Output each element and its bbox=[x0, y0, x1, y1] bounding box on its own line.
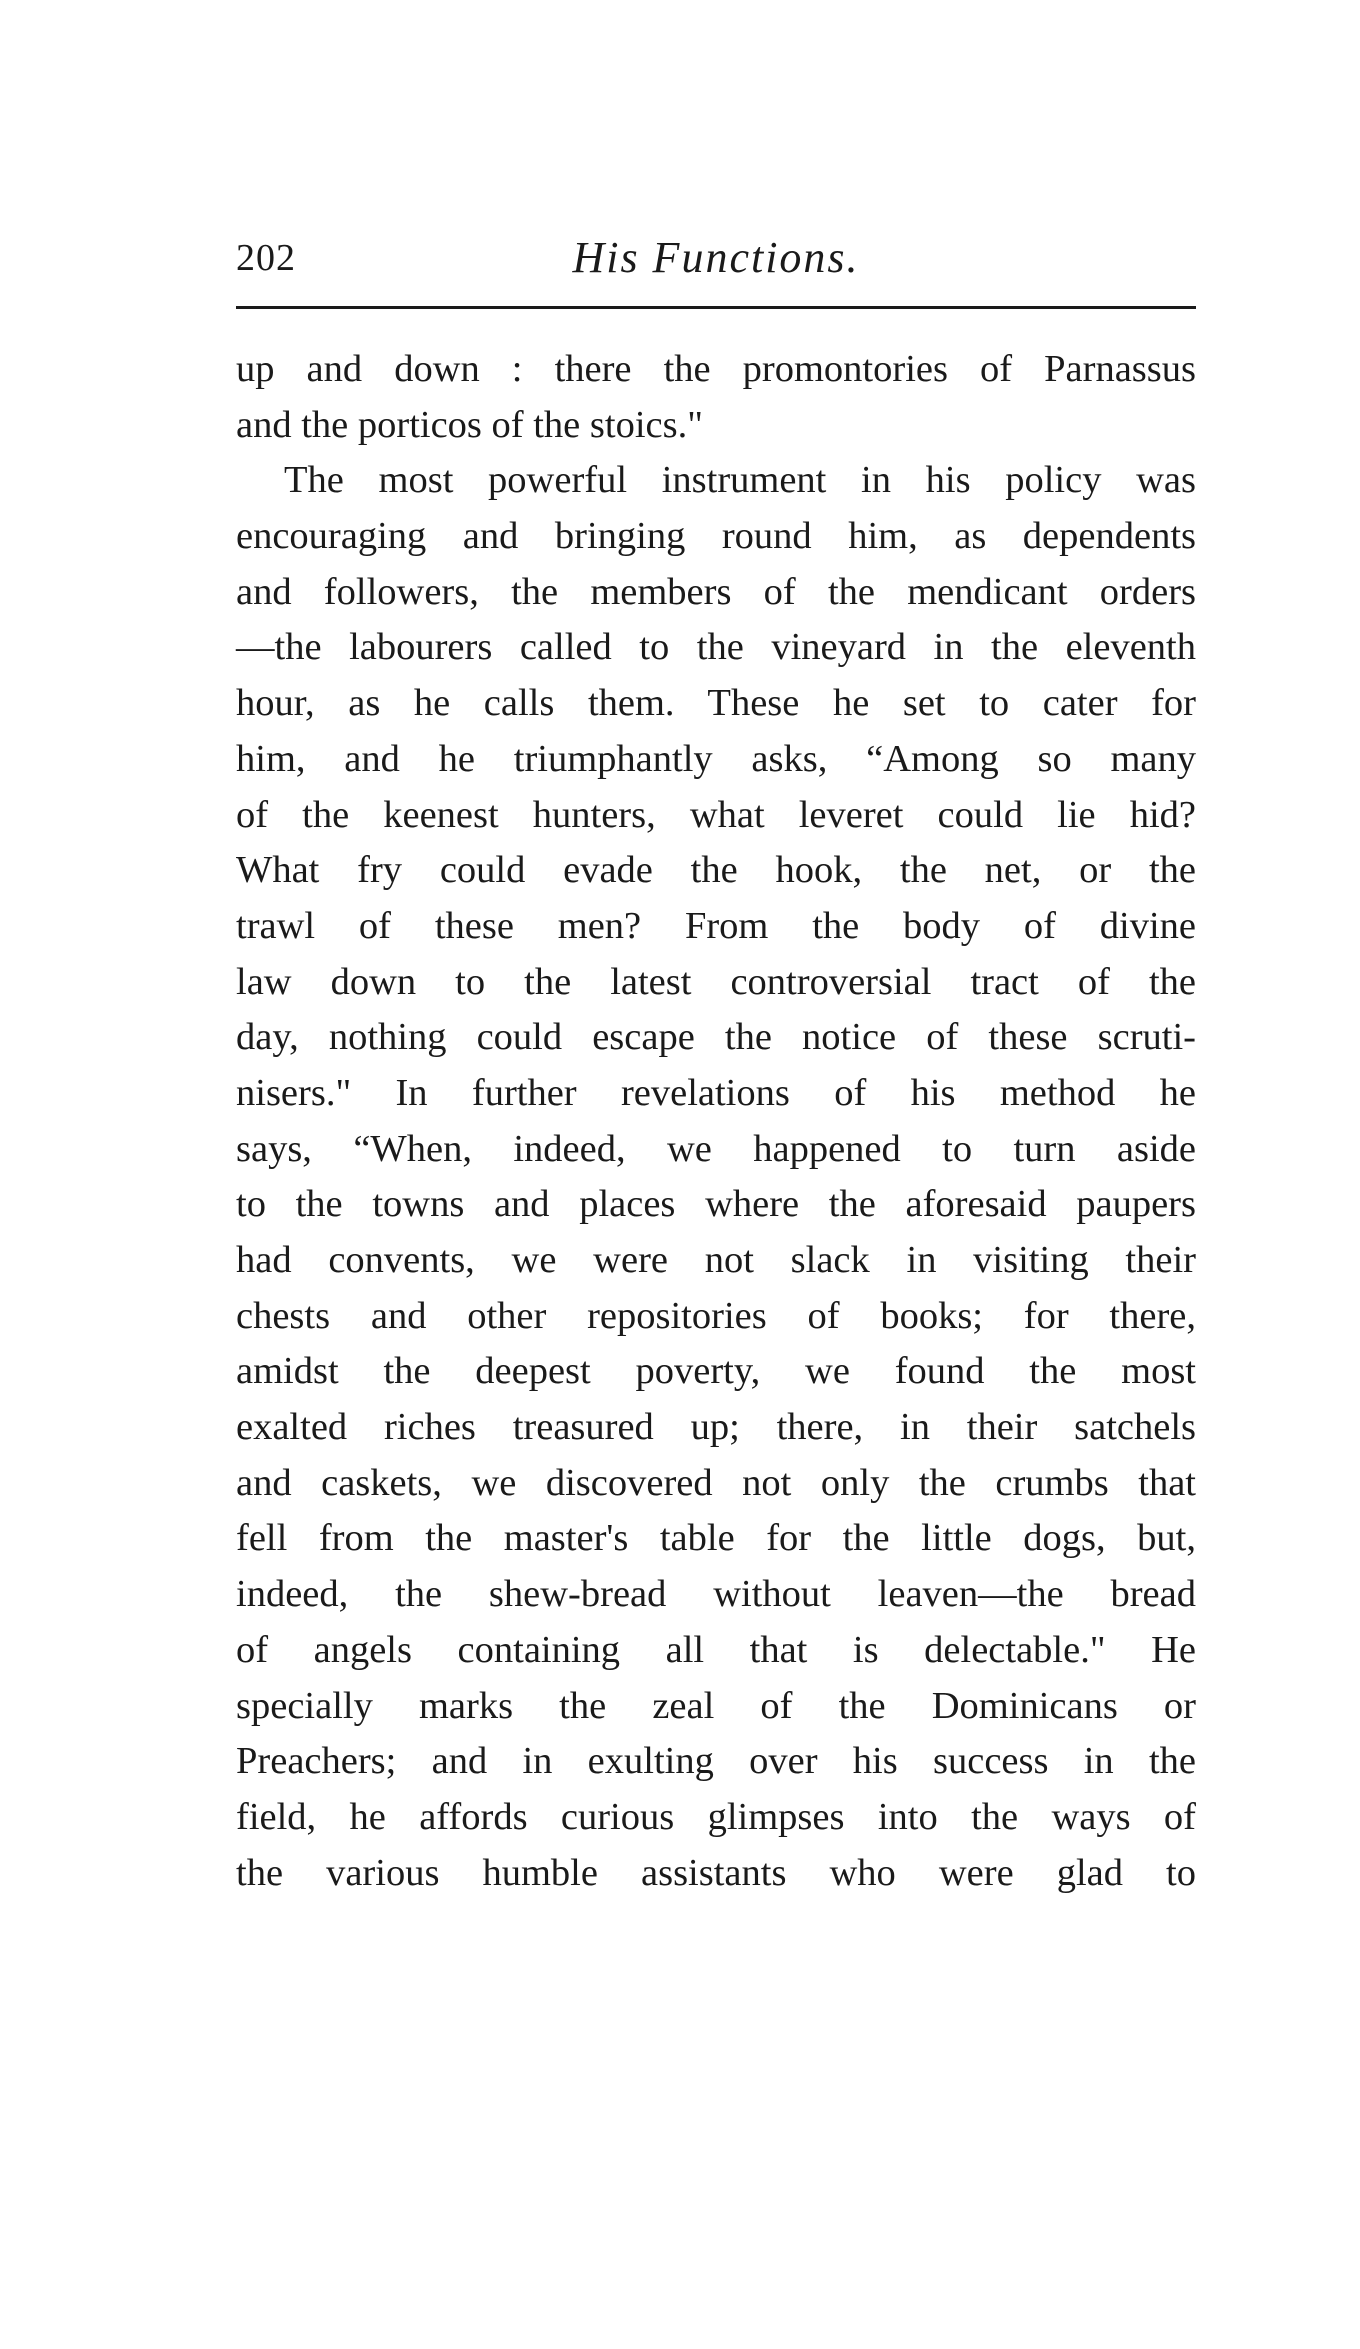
page-number: 202 bbox=[236, 237, 296, 279]
text-line: up and down : there the promontories of Parnassus bbox=[236, 348, 1196, 390]
text-line: indeed, the shew-bread without leaven—the bread bbox=[236, 1573, 1196, 1616]
text-line: —the labourers called to the vineyard in the eleventh bbox=[236, 626, 1196, 669]
header-rule bbox=[236, 306, 1196, 309]
text-line: of angels containing all that is delectable." He bbox=[236, 1628, 1196, 1671]
text-line: him, and he triumphantly asks, “Among so many bbox=[236, 737, 1196, 780]
text-line: the various humble assistants who were glad to bbox=[236, 1851, 1196, 1894]
text-line: and the porticos of the stoics." bbox=[236, 403, 703, 446]
text-line: says, “When, indeed, we happened to turn aside bbox=[236, 1127, 1196, 1170]
text-line: trawl of these men? From the body of divine bbox=[236, 904, 1196, 947]
text-line: specially marks the zeal of the Dominicans or bbox=[236, 1684, 1196, 1727]
text-line: Preachers; and in exulting over his success in the bbox=[236, 1740, 1196, 1783]
body-text bbox=[236, 342, 1196, 1901]
text-line: field, he affords curious glimpses into the ways of bbox=[236, 1795, 1196, 1838]
text-line: amidst the deepest poverty, we found the most bbox=[236, 1350, 1196, 1393]
text-line: The most powerful instrument in his policy was bbox=[284, 459, 1196, 502]
text-line: and followers, the members of the mendicant orders bbox=[236, 570, 1196, 613]
text-line: of the keenest hunters, what leveret could lie hid? bbox=[236, 793, 1196, 836]
text-line: fell from the master's table for the little dogs, but, bbox=[236, 1517, 1196, 1560]
text-line: nisers." In further revelations of his method he bbox=[236, 1071, 1196, 1114]
running-title: His Functions. bbox=[572, 233, 860, 282]
text-line: law down to the latest controversial tract of the bbox=[236, 960, 1196, 1003]
text-line: What fry could evade the hook, the net, or the bbox=[236, 849, 1196, 892]
text-line: hour, as he calls them. These he set to cater for bbox=[236, 682, 1196, 725]
text-line: chests and other repositories of books; for there, bbox=[236, 1294, 1196, 1337]
text-line: encouraging and bringing round him, as dependents bbox=[236, 515, 1196, 558]
text-line: day, nothing could escape the notice of these scruti- bbox=[236, 1016, 1196, 1059]
page-header bbox=[236, 228, 1196, 288]
text-line: to the towns and places where the aforesaid paupers bbox=[236, 1183, 1196, 1226]
text-line: had convents, we were not slack in visiting their bbox=[236, 1239, 1196, 1281]
text-line: and caskets, we discovered not only the crumbs that bbox=[236, 1461, 1196, 1504]
text-line: exalted riches treasured up; there, in their satchels bbox=[236, 1406, 1196, 1449]
